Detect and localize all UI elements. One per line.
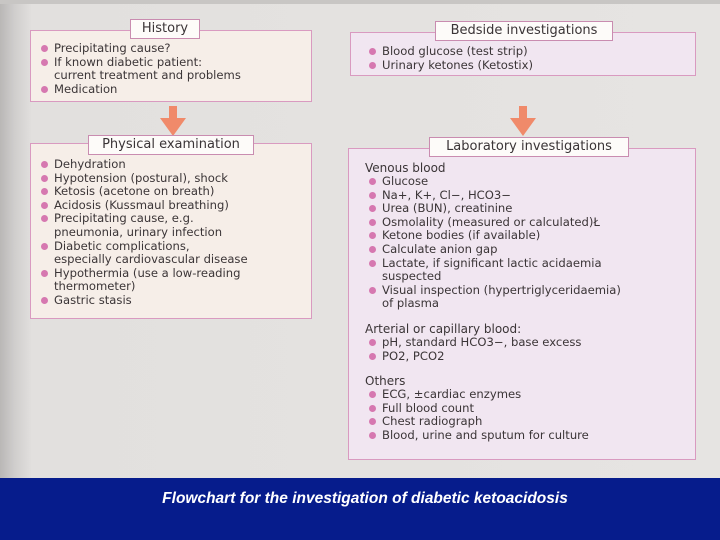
bullet-icon [369,232,376,239]
history-item: Medication [40,83,310,97]
others-list [365,388,690,442]
bullet-icon [369,339,376,346]
history-title: History [130,19,200,39]
physical-title: Physical examination [88,135,254,155]
venous-item: Glucose [368,175,690,189]
arterial-item: pH, standard HCO3−, base excess [368,336,690,350]
physical-list [40,158,310,308]
bullet-icon [369,178,376,185]
caption-text: Flowchart for the investigation of diabetic ketoacidosis [162,490,568,507]
bullet-icon [41,161,48,168]
bullet-icon [369,219,376,226]
venous-list [365,175,690,311]
bullet-icon [369,62,376,69]
bedside-list [368,45,688,72]
history-to-physical-arrow-icon [160,106,186,136]
arterial-item: PO2, PCO2 [368,350,690,364]
bullet-icon [369,353,376,360]
others-item: Chest radiograph [368,415,690,429]
venous-label: Venous blood [365,161,446,175]
page-top-edge [0,0,720,4]
physical-item: Acidosis (Kussmaul breathing) [40,199,310,213]
bullet-icon [41,188,48,195]
arterial-label: Arterial or capillary blood: [365,321,522,336]
physical-item: Hypothermia (use a low-reading thermometer) [40,267,310,294]
venous-item: Na+, K+, Cl−, HCO3− [368,189,690,203]
lab-title: Laboratory investigations [429,137,629,157]
bedside-item: Urinary ketones (Ketostix) [368,59,688,73]
bullet-icon [41,86,48,93]
figure-caption [0,490,720,508]
physical-item: Precipitating cause, e.g. pneumonia, urinary infection [40,212,310,239]
bullet-icon [41,175,48,182]
physical-item: Gastric stasis [40,294,310,308]
bullet-icon [369,192,376,199]
venous-item: Ketone bodies (if available) [368,229,690,243]
history-list [40,42,310,96]
venous-item: Lactate, if significant lactic acidaemia suspected [368,257,690,284]
bullet-icon [41,215,48,222]
bullet-icon [369,260,376,267]
venous-item: Urea (BUN), creatinine [368,202,690,216]
arterial-list [365,336,690,363]
bullet-icon [369,432,376,439]
bullet-icon [369,391,376,398]
bullet-icon [369,418,376,425]
bullet-icon [41,270,48,277]
caption-bar [0,478,720,540]
physical-item: Dehydration [40,158,310,172]
physical-item: Diabetic complications, especially cardiovascular disease [40,240,310,267]
bedside-to-lab-arrow-icon [510,106,536,136]
history-item: Precipitating cause? [40,42,310,56]
bullet-icon [369,405,376,412]
bullet-icon [41,59,48,66]
bedside-title: Bedside investigations [435,21,613,41]
lab-content [365,161,690,443]
bedside-item: Blood glucose (test strip) [368,45,688,59]
others-item: Blood, urine and sputum for culture [368,429,690,443]
venous-item: Visual inspection (hypertriglyceridaemia) of plasma [368,284,690,311]
bullet-icon [369,246,376,253]
history-item: If known diabetic patient: current treatment and problems [40,56,310,83]
bullet-icon [41,202,48,209]
bullet-icon [369,48,376,55]
bullet-icon [369,205,376,212]
others-item: ECG, ±cardiac enzymes [368,388,690,402]
venous-item: Osmolality (measured or calculated)Ł [368,216,690,230]
bullet-icon [41,45,48,52]
others-item: Full blood count [368,402,690,416]
venous-item: Calculate anion gap [368,243,690,257]
physical-item: Ketosis (acetone on breath) [40,185,310,199]
physical-item: Hypotension (postural), shock [40,172,310,186]
bullet-icon [41,297,48,304]
bullet-icon [369,287,376,294]
others-label: Others [365,374,406,389]
bullet-icon [41,243,48,250]
